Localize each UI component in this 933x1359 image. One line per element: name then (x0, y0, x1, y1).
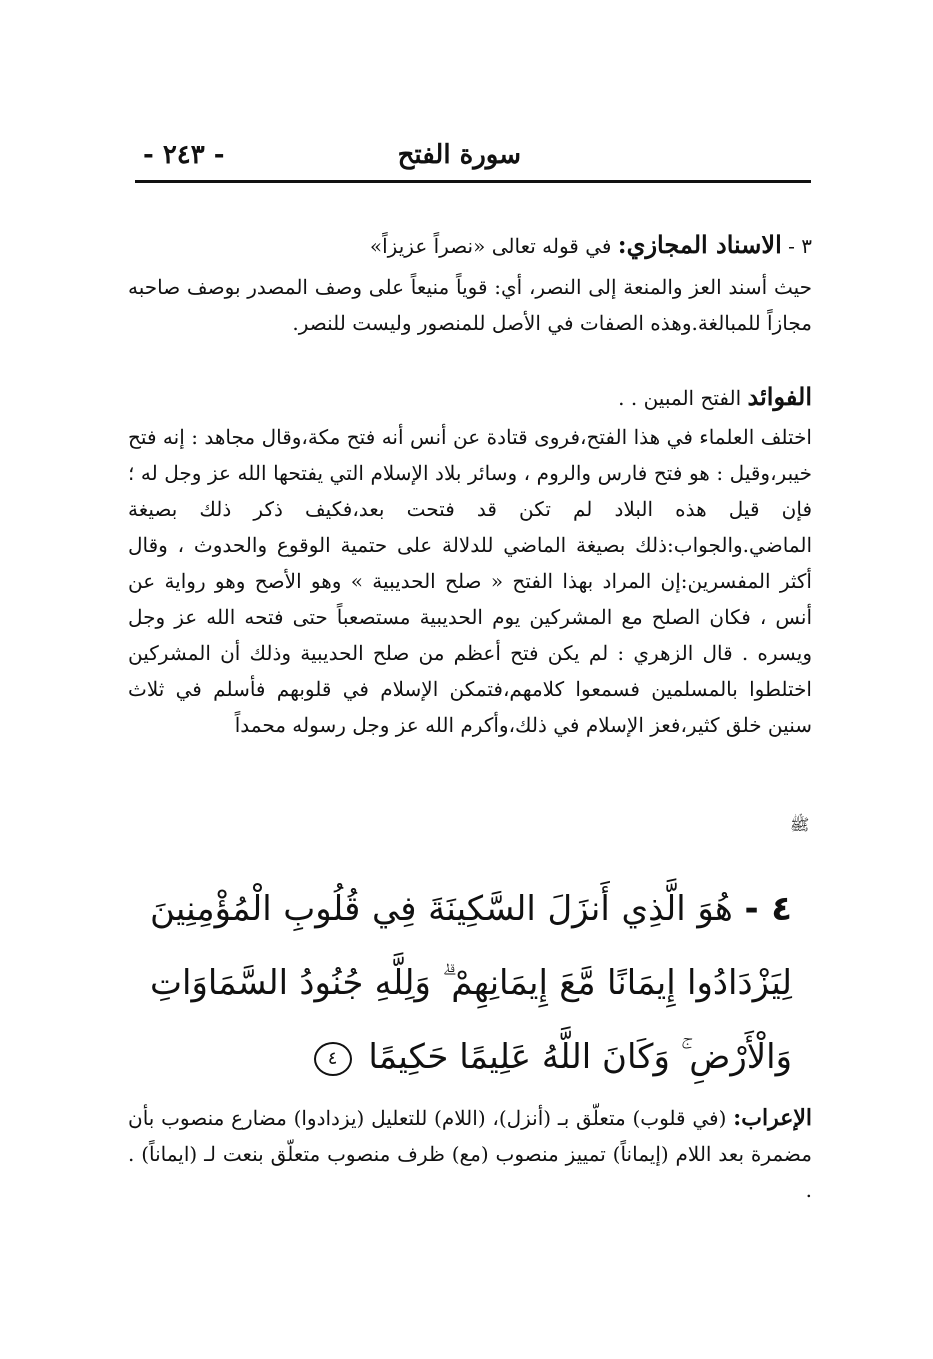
section-3-heading: الاسناد المجازي: (617, 230, 782, 259)
fawaid-heading-line (128, 378, 812, 417)
irab-heading: الإعراب: (733, 1105, 813, 1131)
page-number: - ٢٤٣ - (143, 140, 225, 170)
section-irab (128, 1100, 812, 1208)
irab-body: (في قلوب) متعلّق بـ (أنزل)، (اللام) للتعليل (يزدادوا) مضارع منصوب بأن مضمرة بعد اللام (إيماناً) تمييز منصوب (مع) ظرف منصوب متعلّق بنعت لـ (ايماناً) . . (128, 1106, 812, 1202)
section-3-heading-line (128, 226, 812, 265)
fawaid-subheading: الفتح المبين . . (618, 386, 742, 410)
ayah-end-marker: ٤ (314, 1042, 352, 1076)
section-3-body: حيث أسند العز والمنعة إلى النصر، أي: قوياً منيعاً على وصف المصدر بوصف صاحبه مجازاً للمبالغة.وهذه الصفات في الأصل للمنصور وليست للنصر. (128, 275, 812, 335)
verse-text: هُوَ الَّذِي أَنزَلَ السَّكِينَةَ فِي قُلُوبِ الْمُؤْمِنِينَ لِيَزْدَادُوا إِيمَانًا مَّعَ إِيمَانِهِمْ ۗ وَلِلَّهِ جُنُودُ السَّمَاوَاتِ وَالْأَرْضِ ۚ وَكَانَ اللَّهُ عَلِيمًا حَكِيمًا (150, 889, 792, 1077)
section-3-intro: في قوله تعالى «نصراً عزيزاً» (369, 234, 612, 258)
pbuh-glyph: ﷺ (790, 815, 810, 834)
verse-number: ٤ - (744, 889, 792, 929)
section-fawaid (128, 378, 812, 743)
section-majazi-isnad (128, 226, 812, 341)
section-3-number: ٣ - (788, 234, 812, 258)
surah-title: سورة الفتح (397, 140, 521, 170)
fawaid-body: اختلف العلماء في هذا الفتح،فروى قتادة عن أنس أنه فتح مكة،وقال مجاهد : إنه فتح خيبر،وقيل : هو فتح فارس والروم ، وسائر بلاد الإسلام التي يفتحها الله عز وجل له ؛ فإن قيل هذه البلاد لم تكن قد فتحت بعد،فكيف ذكر ذلك بصيغة الماضي.والجواب:ذلك بصيغة الماضي للدلالة على حتمية الوقوع والحدوث ، وقال أكثر المفسرين:إن المراد بهذا الفتح « صلح الحديبية » وهو الأصح وهو رواية عن أنس ، فكان الصلح مع المشركين يوم الحديبية مستصعباً حتى فتحه الله عز وجل ويسره . قال الزهري : لم يكن فتح أعظم من صلح الحديبية وذلك أن المشركين اختلطوا بالمسلمين فسمعوا كلامهم،فتمكن الإسلام في قلوبهم فأسلم في ثلاث سنين خلق كثير،فعز الإسلام في ذلك،وأكرم الله عز وجل رسوله محمداً (128, 425, 812, 737)
header-rule (135, 180, 811, 183)
fawaid-heading: الفوائد (747, 382, 812, 411)
page-header (135, 136, 811, 182)
quran-verse (150, 872, 792, 1094)
